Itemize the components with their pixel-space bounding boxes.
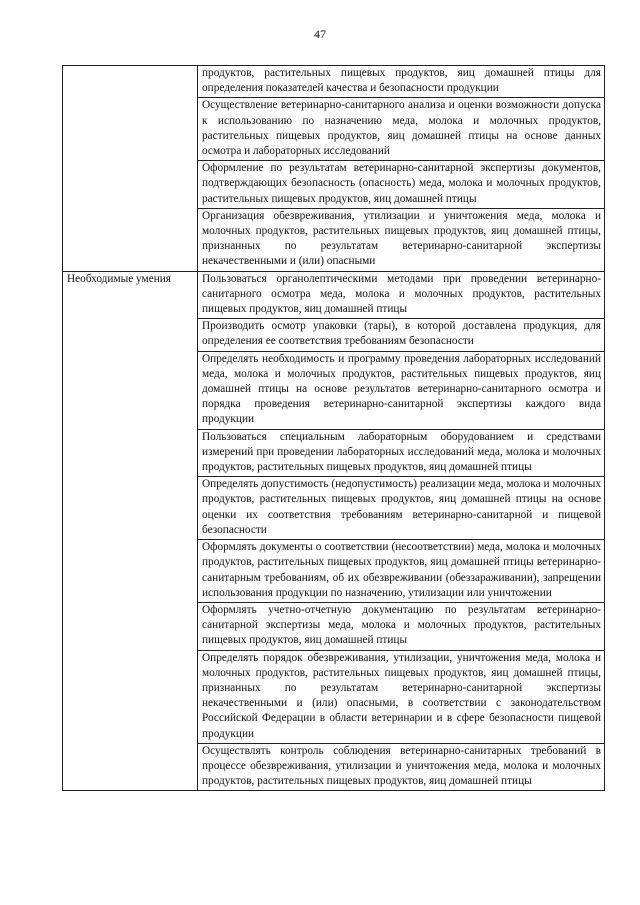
table-cell: Оформлять учетно-отчетную документацию по результатам ветеринарно-санитарной экспертизы меда, молока и молочных продуктов, растительных пищевых продуктов, яиц домашней птицы <box>198 602 605 650</box>
table-cell: Осуществление ветеринарно-санитарного анализа и оценки возможности допуска к использованию по назначению меда, молока и молочных продуктов, растительных пищевых продуктов, яиц домашней птицы на основе данных осмотра и лабораторных исследований <box>198 98 605 161</box>
row-label-skills: Необходимые умения <box>63 271 198 791</box>
table-cell: Организация обезвреживания, утилизации и уничтожения меда, молока и молочных продуктов, растительных пищевых продуктов, яиц домашней птицы, признанных по результатам ветеринарно-санитарной экспертизы некачественными и (или) опасными <box>198 208 605 271</box>
table-cell: Осуществлять контроль соблюдения ветеринарно-санитарных требований в процессе обезвреживания, утилизации и уничтожения меда, молока и молочных продуктов, растительных пищевых продуктов, яиц домашней птицы <box>198 743 605 791</box>
table-cell: продуктов, растительных пищевых продуктов, яиц домашней птицы для определения показателей качества и безопасности продукции <box>198 66 605 98</box>
table-cell: Оформление по результатам ветеринарно-санитарной экспертизы документов, подтверждающих безопасность (опасность) меда, молока и молочных продуктов, растительных пищевых продуктов, яиц домашней птицы <box>198 161 605 209</box>
table-cell: Пользоваться органолептическими методами при проведении ветеринарно-санитарного осмотра меда, молока и молочных продуктов, растительных пищевых продуктов, яиц домашней птицы <box>198 271 605 319</box>
requirements-table <box>62 65 605 791</box>
table-cell: Определять допустимость (недопустимость) реализации меда, молока и молочных продуктов, растительных пищевых продуктов, яиц домашней птицы на основе оценки их соответствия требованиям ветеринарно-санитарной и пищевой безопасности <box>198 477 605 540</box>
table-row <box>63 271 605 319</box>
row-label <box>63 66 198 272</box>
table-cell: Производить осмотр упаковки (тары), в которой доставлена продукция, для определения ее соответствия требованиям безопасности <box>198 319 605 351</box>
table-cell: Пользоваться специальным лабораторным оборудованием и средствами измерений при проведении лабораторных исследований меда, молока и молочных продуктов, растительных пищевых продуктов, яиц домашней птицы <box>198 429 605 477</box>
table-cell: Определять порядок обезвреживания, утилизации, уничтожения меда, молока и молочных продуктов, растительных пищевых продуктов, яиц домашней птицы, признанных по результатам ветеринарно-санитарной экспертизы некачественными и (или) опасными, в соответствии с законодательством Российской Федерации в области ветеринарии и в сфере безопасности пищевой продукции <box>198 650 605 743</box>
table-cell: Оформлять документы о соответствии (несоответствии) меда, молока и молочных продуктов, растительных пищевых продуктов, яиц домашней птицы ветеринарно-санитарным требованиям, об их обезвреживании (обеззараживании), запрещении использования продукции по назначению, утилизации или уничтожении <box>198 540 605 603</box>
table-cell: Определять необходимость и программу проведения лабораторных исследований меда, молока и молочных продуктов, растительных пищевых продуктов, яиц домашней птицы на основе результатов ветеринарно-санитарного осмотра и порядка проведения ветеринарно-санитарной экспертизы каждого вида продукции <box>198 351 605 429</box>
page-number: 47 <box>314 27 326 41</box>
table-row <box>63 66 605 98</box>
